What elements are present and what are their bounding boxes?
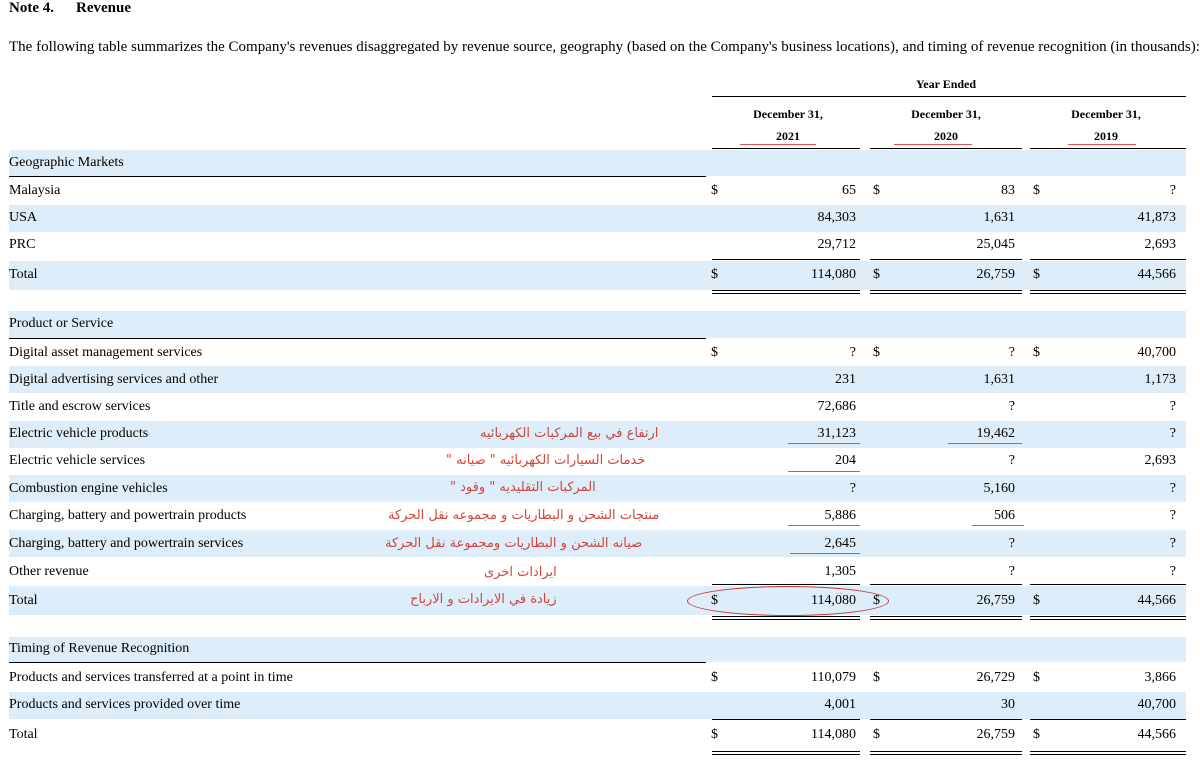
value-2020: 5,160 (983, 481, 1015, 496)
value-2021: 114,080 (811, 267, 856, 282)
section-band (9, 150, 1186, 176)
header-bottom-rule (870, 148, 1022, 149)
double-rule (870, 293, 1022, 294)
value-2019: ? (1169, 426, 1176, 441)
value-2020: ? (1008, 536, 1015, 551)
subtotal-rule (712, 259, 860, 260)
row-label: Electric vehicle services (9, 453, 146, 468)
header-rule (712, 96, 1186, 97)
section-rule (9, 338, 706, 339)
currency-symbol: $ (873, 670, 880, 685)
row-label: Digital advertising services and other (9, 372, 219, 387)
handwritten-underline (788, 471, 860, 472)
subtotal-rule (712, 584, 860, 585)
double-rule (712, 290, 860, 291)
col-2020-year: 2020 (934, 129, 958, 143)
value-2020: 1,631 (983, 210, 1015, 225)
value-2021: 72,686 (817, 399, 856, 414)
row-label: Products and services provided over time (9, 697, 241, 712)
year-ended-label: Year Ended (915, 77, 977, 91)
value-2019: ? (1169, 183, 1176, 198)
value-2020: 506 (994, 508, 1015, 523)
value-2021: 2,645 (824, 536, 856, 551)
subtotal-rule (1030, 584, 1186, 585)
annotation-ev-services: خدمات السيارات الكهربائيه " صيانه " (446, 453, 646, 468)
value-2021: 31,123 (817, 426, 856, 441)
value-2019: 40,700 (1137, 697, 1176, 712)
value-2020: 26,759 (976, 593, 1015, 608)
header-bottom-rule (712, 148, 860, 149)
value-2020: 83 (1001, 183, 1015, 198)
value-2019: 44,566 (1137, 267, 1176, 282)
value-2020: 30 (1001, 697, 1015, 712)
value-2020: ? (1008, 564, 1015, 579)
section-band (9, 311, 1186, 338)
currency-symbol: $ (711, 345, 718, 360)
double-rule (1030, 751, 1186, 752)
currency-symbol: $ (711, 593, 718, 608)
currency-symbol: $ (711, 267, 718, 282)
value-2019: 2,693 (1144, 453, 1176, 468)
currency-symbol: $ (1033, 183, 1040, 198)
subtotal-rule (870, 584, 1022, 585)
row-label: PRC (9, 237, 36, 252)
section-heading: Product or Service (9, 316, 114, 331)
subtotal-rule (712, 719, 860, 720)
subtotal-rule (1030, 719, 1186, 720)
value-2020: 25,045 (976, 237, 1015, 252)
double-rule (870, 751, 1022, 752)
value-2019: 40,700 (1137, 345, 1176, 360)
subtotal-rule (870, 719, 1022, 720)
value-2021: 65 (842, 183, 856, 198)
section-heading: Geographic Markets (9, 155, 124, 170)
value-2021: ? (849, 481, 856, 496)
handwritten-underline (948, 443, 1022, 444)
double-rule (870, 754, 1022, 755)
handwritten-underline (790, 553, 860, 554)
value-2019: ? (1169, 564, 1176, 579)
value-2021: 114,080 (811, 593, 856, 608)
handwritten-underline (894, 144, 972, 145)
handwritten-underline (788, 525, 860, 526)
value-2021: 84,303 (817, 210, 856, 225)
row-label: Total (9, 267, 38, 282)
row-label: Other revenue (9, 564, 89, 579)
intro-text: The following table summarizes the Company's revenues disaggregated by revenue source, geography (based on the Company's business locations), and timing of revenue recognition (in thousands): (9, 39, 1200, 55)
value-2021: 231 (835, 372, 856, 387)
currency-symbol: $ (711, 183, 718, 198)
section-heading: Timing of Revenue Recognition (9, 641, 190, 656)
col-2020-date: December 31, (911, 107, 981, 121)
handwritten-underline (1068, 144, 1136, 145)
double-rule (1030, 616, 1186, 617)
value-2020: 1,631 (983, 372, 1015, 387)
header-bottom-rule (1030, 148, 1186, 149)
value-2019: 41,873 (1137, 210, 1176, 225)
value-2019: 44,566 (1137, 593, 1176, 608)
currency-symbol: $ (711, 727, 718, 742)
col-2019-date: December 31, (1071, 107, 1141, 121)
double-rule (1030, 754, 1186, 755)
value-2019: 2,693 (1144, 237, 1176, 252)
value-2020: 26,759 (976, 267, 1015, 282)
currency-symbol: $ (873, 267, 880, 282)
double-rule (712, 616, 860, 617)
value-2021: ? (849, 345, 856, 360)
value-2020: ? (1008, 453, 1015, 468)
annotation-combustion: المركبات التقليديه " وقود " (450, 480, 596, 495)
row-label: Charging, battery and powertrain services (9, 536, 244, 551)
value-2019: ? (1169, 399, 1176, 414)
double-rule (1030, 293, 1186, 294)
currency-symbol: $ (1033, 593, 1040, 608)
annotation-charging-products: منتجات الشحن و البطاريات و مجموعه نقل الحركة (388, 508, 660, 523)
row-label: Charging, battery and powertrain products (9, 508, 247, 523)
col-2019-year: 2019 (1094, 129, 1118, 143)
handwritten-underline (972, 525, 1024, 526)
row-label: Total (9, 727, 38, 742)
note-heading: Revenue (76, 0, 131, 16)
value-2020: ? (1008, 399, 1015, 414)
section-rule (9, 176, 706, 177)
currency-symbol: $ (1033, 727, 1040, 742)
double-rule (712, 619, 860, 620)
value-2021: 5,886 (824, 508, 856, 523)
handwritten-underline (788, 443, 860, 444)
value-2019: 3,866 (1144, 670, 1176, 685)
currency-symbol: $ (873, 183, 880, 198)
currency-symbol: $ (1033, 345, 1040, 360)
value-2019: ? (1169, 481, 1176, 496)
handwritten-underline (740, 144, 816, 145)
row-label: Digital asset management services (9, 345, 203, 360)
double-rule (1030, 619, 1186, 620)
currency-symbol: $ (1033, 670, 1040, 685)
currency-symbol: $ (873, 727, 880, 742)
double-rule (712, 754, 860, 755)
currency-symbol: $ (873, 593, 880, 608)
double-rule (712, 751, 860, 752)
row-label: USA (9, 210, 38, 225)
value-2021: 110,079 (811, 670, 856, 685)
value-2019: ? (1169, 508, 1176, 523)
note-title (9, 0, 131, 17)
section-rule (9, 662, 706, 663)
double-rule (870, 616, 1022, 617)
row-label: Title and escrow services (9, 399, 151, 414)
value-2021: 204 (835, 453, 856, 468)
row-label: Electric vehicle products (9, 426, 149, 441)
value-2021: 1,305 (824, 564, 856, 579)
subtotal-rule (870, 259, 1022, 260)
handwritten-circle (687, 586, 889, 616)
annotation-other-revenue: ايرادات اخرى (484, 565, 557, 580)
value-2020: ? (1008, 345, 1015, 360)
double-rule (870, 290, 1022, 291)
value-2019: ? (1169, 536, 1176, 551)
row-label: Products and services transferred at a point in time (9, 670, 293, 685)
currency-symbol: $ (711, 670, 718, 685)
currency-symbol: $ (873, 345, 880, 360)
row-label: Total (9, 593, 38, 608)
value-2021: 114,080 (811, 727, 856, 742)
value-2020: 26,759 (976, 727, 1015, 742)
subtotal-rule (1030, 259, 1186, 260)
value-2020: 26,729 (976, 670, 1015, 685)
annotation-charging-services: صيانه الشحن و البطاريات ومجموعة نقل الحركة (385, 536, 643, 551)
col-2021-year: 2021 (776, 129, 800, 143)
value-2020: 19,462 (976, 426, 1015, 441)
value-2019: 1,173 (1144, 372, 1176, 387)
annotation-total: زيادة في الايرادات و الارباح (410, 592, 557, 607)
value-2021: 4,001 (824, 697, 856, 712)
col-2021-date: December 31, (753, 107, 823, 121)
double-rule (1030, 290, 1186, 291)
note-number: Note 4. (9, 0, 54, 16)
currency-symbol: $ (1033, 267, 1040, 282)
row-label: Combustion engine vehicles (9, 481, 168, 496)
value-2021: 29,712 (817, 237, 856, 252)
annotation-ev-products: ارتفاع في بيع المركبات الكهربائيه (480, 426, 659, 441)
double-rule (712, 293, 860, 294)
double-rule (870, 619, 1022, 620)
row-label: Malaysia (9, 183, 61, 198)
value-2019: 44,566 (1137, 727, 1176, 742)
